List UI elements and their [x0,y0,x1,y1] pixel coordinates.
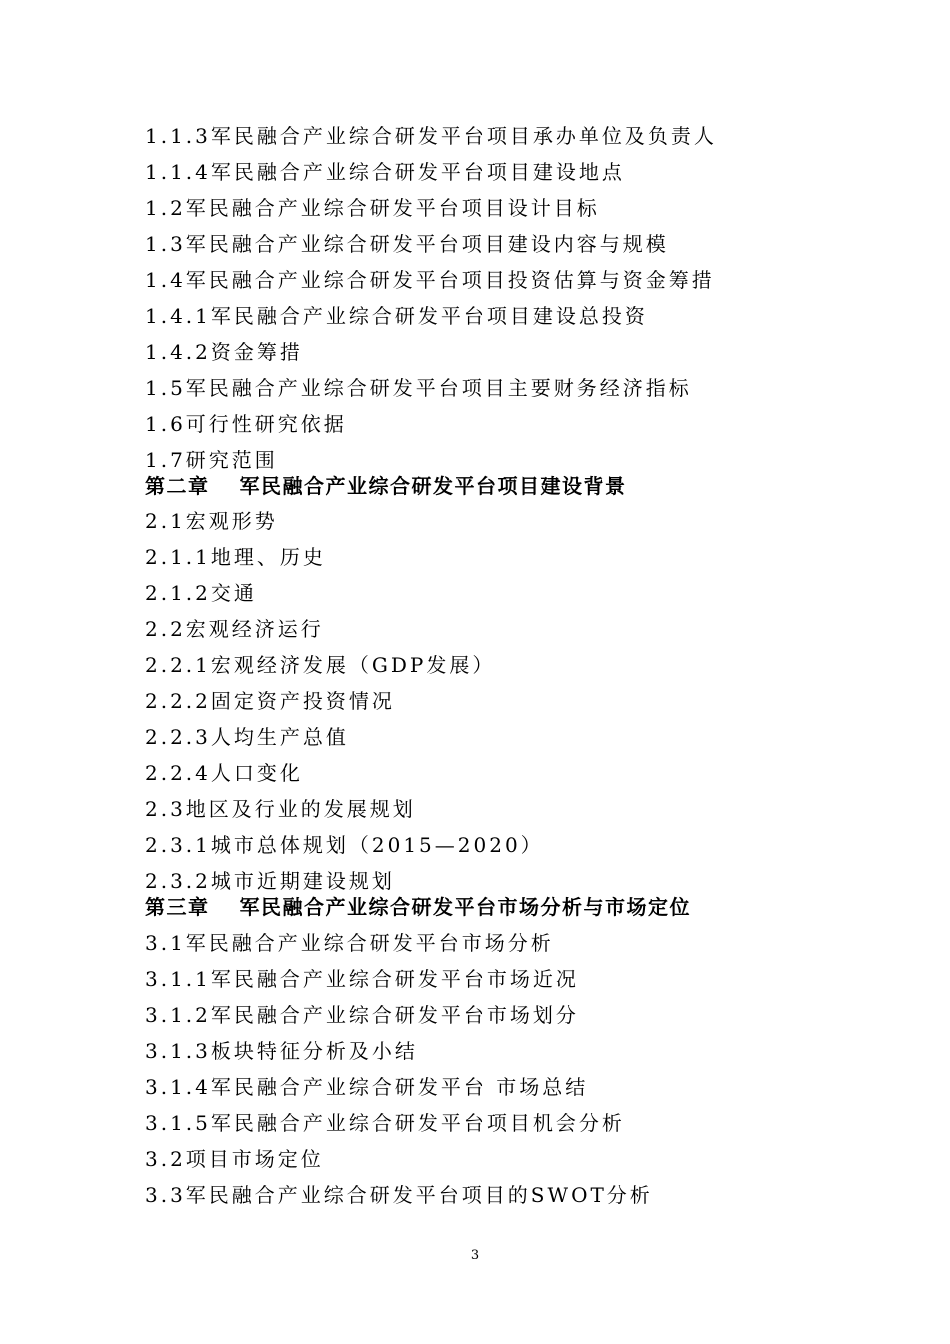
chapter-heading [145,474,627,498]
toc-entry: 3.1.4军民融合产业综合研发平台 市场总结 [145,1075,589,1099]
toc-entry: 1.1.3军民融合产业综合研发平台项目承办单位及负责人 [145,124,717,148]
toc-entry: 3.3军民融合产业综合研发平台项目的SWOT分析 [145,1183,653,1207]
toc-entry: 1.2军民融合产业综合研发平台项目设计目标 [145,196,600,220]
chapter-number: 第二章 [145,474,210,498]
toc-entry: 2.2.4人口变化 [145,761,303,785]
toc-entry: 3.1.5军民融合产业综合研发平台项目机会分析 [145,1111,625,1135]
toc-entry: 3.1.3板块特征分析及小结 [145,1039,418,1063]
toc-entry: 1.1.4军民融合产业综合研发平台项目建设地点 [145,160,625,184]
toc-entry: 3.1.1军民融合产业综合研发平台市场近况 [145,967,579,991]
toc-entry: 3.1.2军民融合产业综合研发平台市场划分 [145,1003,579,1027]
toc-entry: 1.5军民融合产业综合研发平台项目主要财务经济指标 [145,376,692,400]
toc-entry: 2.2宏观经济运行 [145,617,324,641]
toc-entry: 1.3军民融合产业综合研发平台项目建设内容与规模 [145,232,669,256]
toc-entry: 2.2.3人均生产总值 [145,725,349,749]
toc-entry: 2.3.1城市总体规划（2015—2020） [145,833,544,857]
toc-entry: 2.2.2固定资产投资情况 [145,689,395,713]
toc-entry: 2.1.1地理、历史 [145,545,326,569]
toc-entry: 2.1.2交通 [145,581,257,605]
toc-entry: 3.1军民融合产业综合研发平台市场分析 [145,931,554,955]
chapter-title: 军民融合产业综合研发平台市场分析与市场定位 [239,895,691,919]
chapter-title: 军民融合产业综合研发平台项目建设背景 [239,474,627,498]
chapter-heading [145,895,691,919]
toc-entry: 2.3.2城市近期建设规划 [145,869,395,893]
toc-entry: 1.4.1军民融合产业综合研发平台项目建设总投资 [145,304,648,328]
toc-entry: 3.2项目市场定位 [145,1147,324,1171]
page-number: 3 [470,1248,480,1263]
toc-entry: 2.3地区及行业的发展规划 [145,797,416,821]
toc-entry: 1.4.2资金筹措 [145,340,303,364]
toc-entry: 2.2.1宏观经济发展（GDP发展） [145,653,496,677]
toc-entry: 1.6可行性研究依据 [145,412,347,436]
toc-entry: 2.1宏观形势 [145,509,278,533]
toc-entry: 1.7研究范围 [145,448,278,472]
toc-entry: 1.4军民融合产业综合研发平台项目投资估算与资金筹措 [145,268,715,292]
chapter-number: 第三章 [145,895,210,919]
